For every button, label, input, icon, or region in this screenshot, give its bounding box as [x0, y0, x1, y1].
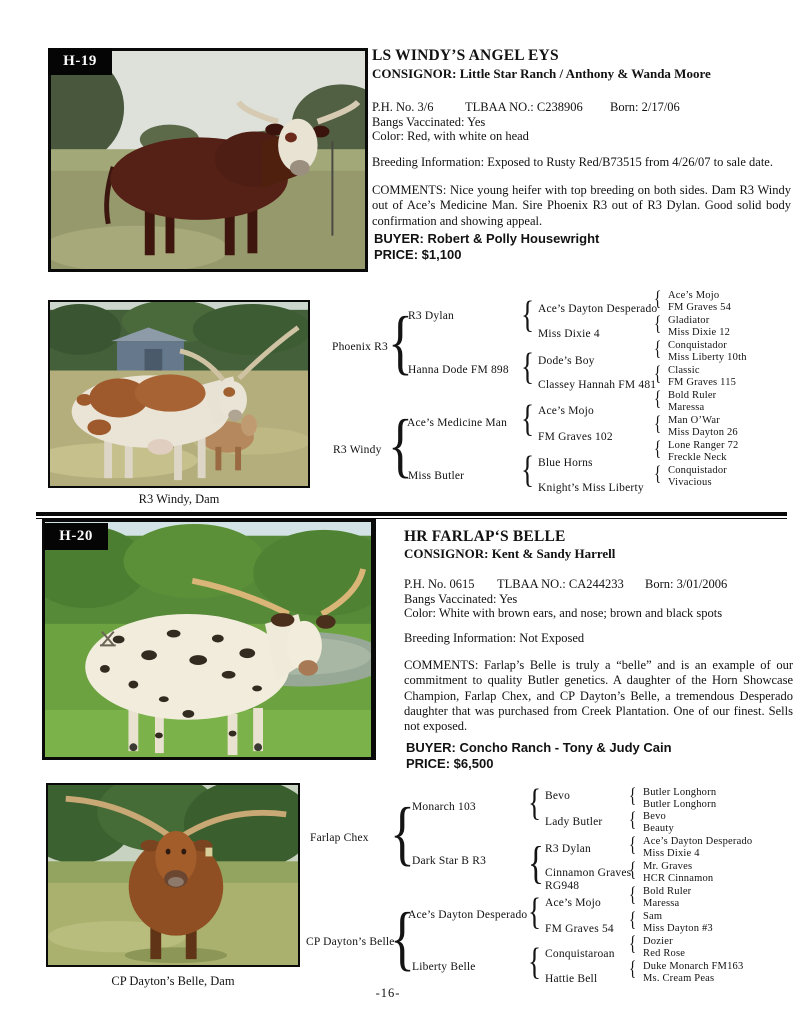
photo-cp-daytons-belle-image	[48, 785, 298, 965]
caption-r3-windy: R3 Windy, Dam	[138, 492, 220, 506]
pedigree-node: Butler Longhorn	[643, 799, 717, 810]
pedigree-brace	[629, 933, 636, 954]
lot-title-h19: LS WINDY’S ANGEL EYS	[372, 47, 559, 64]
pedigree-node: Miss Butler	[408, 470, 465, 482]
pedigree-node: Bevo	[545, 790, 571, 802]
pedigree-brace	[528, 784, 541, 822]
pedigree-brace	[521, 451, 534, 489]
price-h20: PRICE: $6,500	[406, 756, 494, 771]
pedigree-node: FM Graves 115	[668, 377, 737, 388]
pedigree-brace	[654, 363, 661, 384]
lot-badge-h20: H-20	[44, 523, 108, 550]
pedigree-node: FM Graves 54	[545, 923, 614, 935]
pedigree-brace	[528, 840, 544, 886]
pedigree-node: Vivacious	[668, 477, 712, 488]
photo-r3-windy	[48, 300, 310, 488]
pedigree-brace	[521, 400, 534, 438]
pedigree-node: Conquistaroan	[545, 948, 615, 960]
price-h19: PRICE: $1,100	[374, 247, 462, 262]
pedigree-node: Miss Dixie 12	[668, 327, 731, 338]
pedigree-node: Blue Horns	[538, 457, 593, 469]
lot-badge-h19: H-19	[48, 48, 112, 75]
pedigree-brace	[654, 288, 661, 309]
pedigree-node: Ace’s Dayton Desperado	[538, 303, 658, 315]
pedigree-node: Knight’s Miss Liberty	[538, 482, 644, 494]
pedigree-node: Hattie Bell	[545, 973, 598, 985]
pedigree-node: Ms. Cream Peas	[643, 973, 715, 984]
pedigree-node: Lady Butler	[545, 816, 603, 828]
photo-h20-image	[45, 522, 371, 757]
tlbaa-no-h19: TLBAA NO.: C238906	[465, 100, 583, 114]
buyer-h20: BUYER: Concho Ranch - Tony & Judy Cain	[406, 740, 672, 755]
pedigree-brace	[521, 348, 534, 386]
pedigree-brace	[629, 884, 636, 905]
pedigree-node: Bold Ruler	[668, 390, 717, 401]
pedigree-brace	[654, 338, 661, 359]
breeding-h20: Breeding Information: Not Exposed	[404, 631, 585, 645]
photo-cp-daytons-belle	[46, 783, 300, 967]
pedigree-node: Hanna Dode FM 898	[408, 364, 509, 376]
page-number: -16-	[375, 986, 401, 1000]
pedigree-brace	[528, 893, 541, 931]
pedigree-node: HCR Cinnamon	[643, 873, 714, 884]
pedigree-node: Ace’s Dayton Desperado	[408, 909, 528, 921]
breeding-h19: Breeding Information: Exposed to Rusty Red/B73515 from 4/26/07 to sale date.	[372, 155, 773, 169]
comments-h20: COMMENTS: Farlap’s Belle is truly a “belle” and is an example of our commitment to quality Butler genetics. A daughter of the Horn Showcase Champion, Farlap Chex, and CP Dayton’s Belle, a tremendous Desperado daughter that was purchased from Creek Plantation. One of our finest. Sells not exposed.	[404, 658, 793, 734]
pedigree-node: Conquistador	[668, 465, 727, 476]
pedigree-brace	[629, 809, 636, 830]
pedigree-brace	[654, 313, 661, 334]
pedigree-node: Maressa	[643, 898, 680, 909]
pedigree-brace	[629, 834, 636, 855]
caption-cp-daytons-belle: CP Dayton’s Belle, Dam	[111, 974, 235, 988]
consignor-h20: CONSIGNOR: Kent & Sandy Harrell	[404, 546, 616, 561]
born-h20: Born: 3/01/2006	[645, 577, 728, 591]
pedigree-node: FM Graves 102	[538, 431, 613, 443]
pedigree-node: Ace’s Mojo	[545, 897, 601, 909]
pedigree-node: Lone Ranger 72	[668, 440, 739, 451]
pedigree-node: Duke Monarch FM163	[643, 961, 744, 972]
pedigree-node: Beauty	[643, 823, 674, 834]
pedigree-node: Miss Dayton #3	[643, 923, 713, 934]
pedigree-node: Ace’s Mojo	[538, 405, 594, 417]
pedigree-node: FM Graves 54	[668, 302, 732, 313]
pedigree-node: R3 Windy	[333, 444, 382, 456]
pedigree-node: Cinnamon Graves RG948	[545, 867, 632, 892]
pedigree-node: Butler Longhorn	[643, 787, 717, 798]
pedigree-node: Miss Liberty 10th	[668, 352, 747, 363]
pedigree-brace	[629, 859, 636, 880]
pedigree-node: Dark Star B R3	[412, 855, 487, 867]
pedigree-node: Red Rose	[643, 948, 686, 959]
born-h19: Born: 2/17/06	[610, 100, 680, 114]
tlbaa-no-h20: TLBAA NO.: CA244233	[497, 577, 624, 591]
pedigree-node: CP Dayton’s Belle	[306, 936, 395, 948]
pedigree-node: Ace’s Dayton Desperado	[643, 836, 753, 847]
photo-h19	[48, 48, 368, 272]
lot-title-h20: HR FARLAP‘S BELLE	[404, 528, 566, 545]
pedigree-node: Dozier	[643, 936, 673, 947]
pedigree-brace	[629, 785, 636, 806]
pedigree-node: Liberty Belle	[412, 961, 476, 973]
pedigree-node: Bold Ruler	[643, 886, 692, 897]
pedigree-node: Ace’s Medicine Man	[407, 417, 508, 429]
bangs-h20: Bangs Vaccinated: Yes	[404, 592, 518, 606]
ph-no-h20: P.H. No. 0615	[404, 577, 475, 591]
pedigree-node: Mr. Graves	[643, 861, 693, 872]
bangs-h19: Bangs Vaccinated: Yes	[372, 115, 486, 129]
pedigree-node: Freckle Neck	[668, 452, 727, 463]
pedigree-node: Monarch 103	[412, 801, 476, 813]
pedigree-node: Maressa	[668, 402, 705, 413]
pedigree-node: Conquistador	[668, 340, 727, 351]
pedigree-node: R3 Dylan	[545, 843, 591, 855]
photo-h20	[42, 519, 376, 760]
pedigree-node: Gladiator	[668, 315, 710, 326]
pedigree-node: Phoenix R3	[332, 341, 388, 353]
pedigree-brace	[629, 909, 636, 930]
photo-h19-image	[51, 51, 365, 269]
pedigree-node: Classic	[668, 365, 700, 376]
pedigree-node: R3 Dylan	[408, 310, 454, 322]
pedigree-node: Farlap Chex	[310, 832, 369, 844]
pedigree-node: Bevo	[643, 811, 666, 822]
pedigree-node: Sam	[643, 911, 663, 922]
pedigree-brace	[629, 958, 636, 979]
comments-h19: COMMENTS: Nice young heifer with top breeding on both sides. Dam R3 Windy out of Ace’s Medicine Man. Sire Phoenix R3 out of R3 Dylan. Good solid body confirmation and showing appeal.	[372, 183, 791, 228]
pedigree-brace	[654, 413, 661, 434]
buyer-h19: BUYER: Robert & Polly Housewright	[374, 231, 600, 246]
consignor-h19: CONSIGNOR: Little Star Ranch / Anthony & Wanda Moore	[372, 66, 711, 81]
photo-r3-windy-image	[50, 302, 308, 486]
pedigree-brace	[654, 388, 661, 409]
section-divider	[36, 512, 787, 519]
pedigree-brace	[521, 296, 534, 334]
pedigree-node: Man O’War	[668, 415, 720, 426]
pedigree-node: Miss Dixie 4	[538, 328, 600, 340]
ph-no-h19: P.H. No. 3/6	[372, 100, 434, 114]
pedigree-brace	[654, 463, 661, 484]
pedigree-brace	[654, 438, 661, 459]
pedigree-node: Miss Dayton 26	[668, 427, 738, 438]
color-h19: Color: Red, with white on head	[372, 129, 529, 143]
pedigree-brace	[528, 943, 541, 981]
pedigree-node: Miss Dixie 4	[643, 848, 700, 859]
pedigree-node: Dode’s Boy	[538, 355, 595, 367]
pedigree-node: Classey Hannah FM 481	[538, 379, 657, 391]
color-h20: Color: White with brown ears, and nose; brown and black spots	[404, 606, 723, 620]
pedigree-node: Ace’s Mojo	[668, 290, 720, 301]
